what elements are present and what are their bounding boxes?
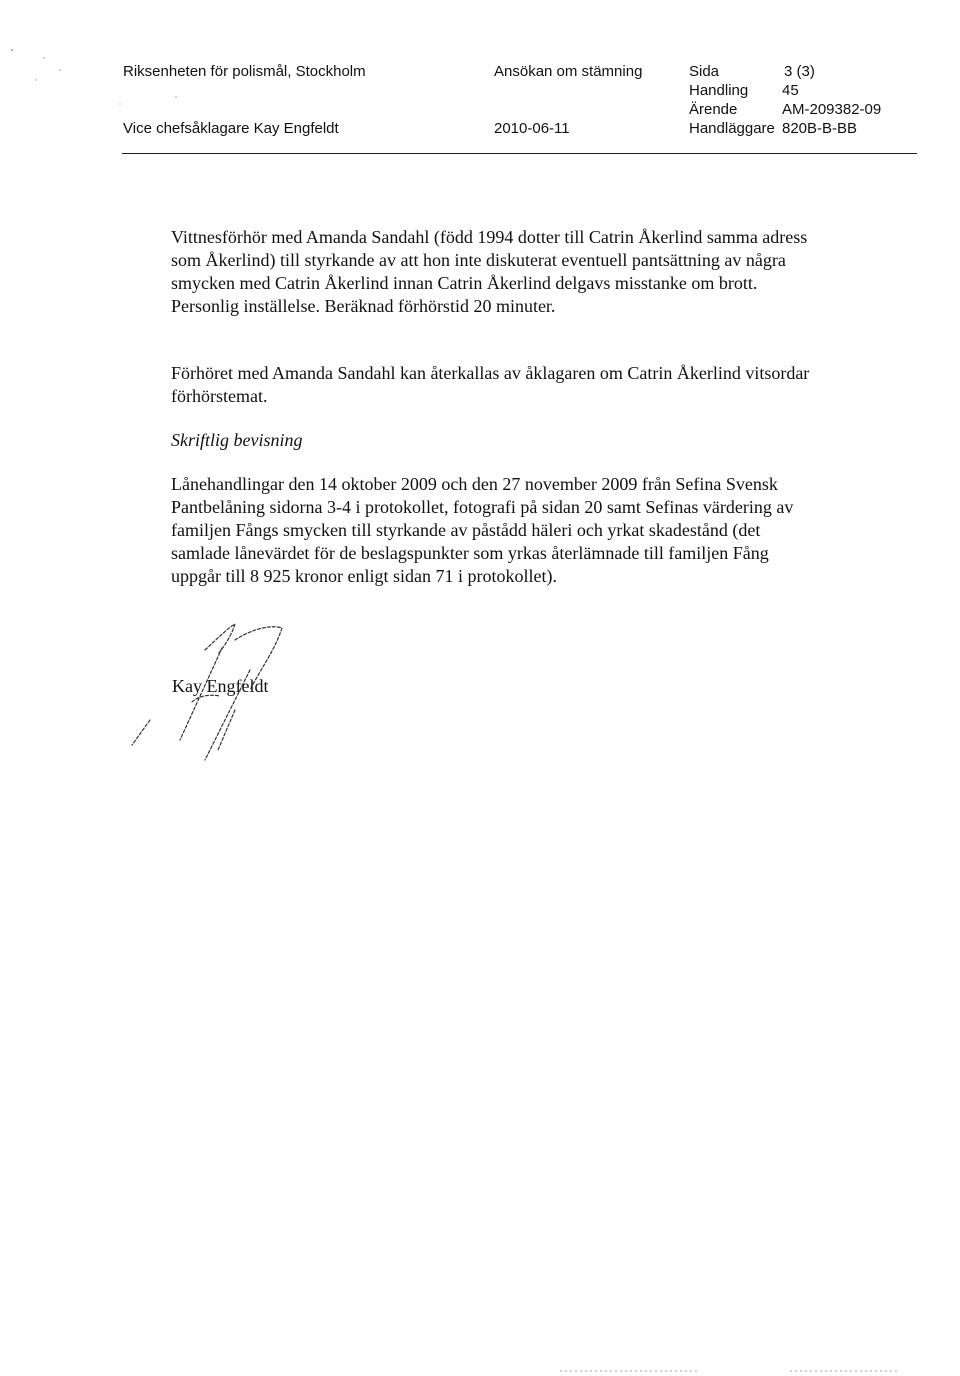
meta-value: AM-209382-09 [782, 101, 882, 118]
meta-label: Ärende [689, 101, 738, 118]
meta-row-handling [689, 81, 881, 100]
header-date: 2010-06-11 [494, 120, 570, 137]
header-divider [122, 153, 917, 154]
section-heading: Skriftlig bevisning [171, 430, 303, 450]
meta-value: 3 (3) [784, 63, 815, 80]
header-meta-block [689, 62, 881, 138]
meta-label: Sida [689, 63, 720, 80]
paragraph-witness-hearing: Vittnesförhör med Amanda Sandahl (född 1994 dotter till Catrin Åkerlind samma adress som Åkerlind) till styrkande av att hon inte diskuterat eventuell pantsättning av några smycken med Catrin Åkerlind innan Catrin Åkerlind delgavs misstanke om brott. Personlig inställelse. Beräknad förhörstid 20 minuter. [171, 227, 808, 316]
paragraph-revocation: Förhöret med Amanda Sandahl kan återkallas av åklagaren om Catrin Åkerlind vitsordar förhörstemat. [171, 363, 810, 406]
meta-label: Handling [689, 82, 749, 99]
meta-label: Handläggare [689, 120, 775, 137]
paragraph-written-evidence: Lånehandlingar den 14 oktober 2009 och den 27 november 2009 från Sefina Svensk Pantbelåning sidorna 3-4 i protokollet, fotografi på sidan 20 samt Sefinas värdering av familjen Fångs smycken till styrkande av påstådd häleri och yrkat skadestånd (det samlade lånevärdet för de beslagspunkter som yrkas återlämnade till familjen Fång uppgår till 8 925 kronor enligt sidan 71 i protokollet). [171, 474, 794, 586]
signature-name: Kay Engfeldt [172, 676, 269, 696]
meta-value: 45 [782, 82, 799, 99]
header-document-title: Ansökan om stämning [494, 63, 643, 80]
meta-row-page [689, 62, 881, 81]
meta-row-case [689, 100, 881, 119]
header-author-role: Vice chefsåklagare Kay Engfeldt [123, 120, 339, 137]
meta-value: 820B-B-BB [782, 120, 858, 137]
meta-row-handler [689, 119, 881, 138]
header-organization: Riksenheten för polismål, Stockholm [123, 63, 366, 80]
